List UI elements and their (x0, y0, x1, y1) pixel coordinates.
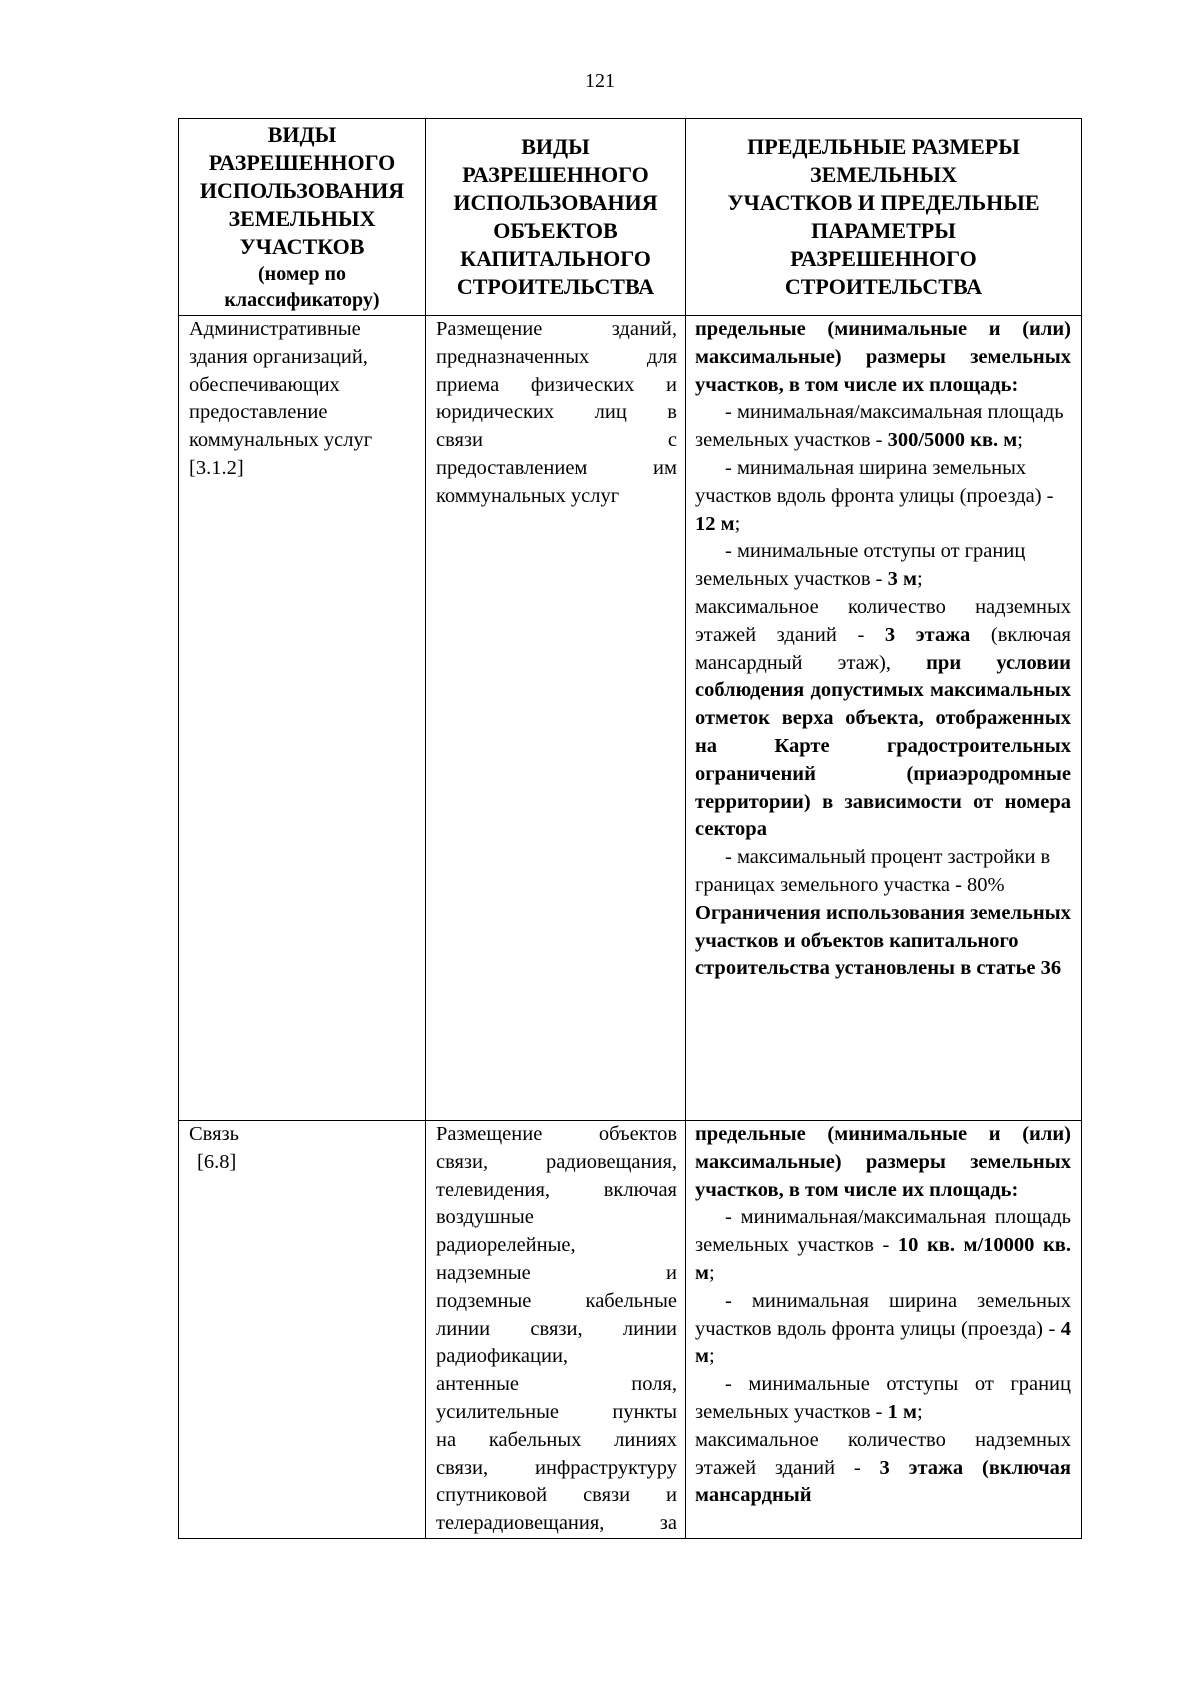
parameters-cell (686, 316, 1082, 1121)
width-param: - минимальная ширина земельных участков вдоль фронта улицы (проезда) - 12 м; (695, 456, 1054, 535)
setback-param: - минимальные отступы от границ земельных участков - 3 м; (695, 540, 1026, 591)
floors-param: максимальное количество надземных этажей зданий - 3 этажа (включая мансардный (695, 1428, 1071, 1507)
floors-param: максимальное количество надземных этажей зданий - 3 этажа (включая мансардный этаж), при условии соблюдения допустимых максимальных отметок верха объекта, отображенных на Карте градостроительных ограничений (приаэродромные территории) в зависимости от номера сектора (695, 595, 1071, 841)
params-intro: предельные (минимальные и (или) максимальные) размеры земельных участков, в том числе их площадь: (695, 318, 1071, 396)
parameters-cell (686, 1121, 1082, 1539)
header-row (179, 119, 1082, 316)
land-use-cell: Административные здания организаций, обеспечивающих предоставление коммунальных услуг [3.1.2] (179, 316, 426, 1121)
page-number: 121 (585, 70, 615, 92)
params-intro: предельные (минимальные и (или) максимальные) размеры земельных участков, в том числе их площадь: (695, 1123, 1071, 1201)
table-row (179, 1121, 1082, 1539)
zoning-table (178, 118, 1082, 1539)
object-types-cell: Размещение зданий, предназначенных для приема физических и юридических лиц в связи с предоставлением им коммунальных услуг (426, 316, 686, 1121)
width-param: - минимальная ширина земельных участков вдоль фронта улицы (проезда) - 4 м; (695, 1289, 1072, 1368)
table-row (179, 316, 1082, 1121)
setback-param: - минимальные отступы от границ земельных участков - 1 м; (695, 1373, 1071, 1423)
header-limit-parameters: ПРЕДЕЛЬНЫЕ РАЗМЕРЫ ЗЕМЕЛЬНЫХ УЧАСТКОВ И ПРЕДЕЛЬНЫЕ ПАРАМЕТРЫ РАЗРЕШЕННОГО СТРОИТЕЛЬСТВА (686, 119, 1082, 316)
land-use-cell: Связь [6.8] (179, 1121, 426, 1539)
area-param: - минимальная/максимальная площадь земельных участков - 10 кв. м/10000 кв. м; (695, 1206, 1071, 1284)
header-object-types: ВИДЫ РАЗРЕШЕННОГО ИСПОЛЬЗОВАНИЯ ОБЪЕКТОВ КАПИТАЛЬНОГО СТРОИТЕЛЬСТВА (426, 119, 686, 316)
area-param: - минимальная/максимальная площадь земельных участков - 300/5000 кв. м; (695, 401, 1064, 452)
object-types-cell: Размещение объектов связи, радиовещания, телевидения, включая воздушные радиорелейные, надземные и подземные кабельные линии связи, линии радиофикации, антенные поля, усилительные пункты на кабельных линиях связи, инфраструктуру спутниковой связи и телерадиовещания, за (426, 1121, 686, 1539)
restrictions-note: Ограничения использования земельных участков и объектов капитального строительства установлены в статье 36 (695, 901, 1071, 980)
coverage-param: - максимальный процент застройки в границах земельного участка - 80% (695, 846, 1051, 896)
header-land-use-types: ВИДЫ РАЗРЕШЕННОГО ИСПОЛЬЗОВАНИЯ ЗЕМЕЛЬНЫХ УЧАСТКОВ (номер по классификатору) (179, 119, 426, 316)
